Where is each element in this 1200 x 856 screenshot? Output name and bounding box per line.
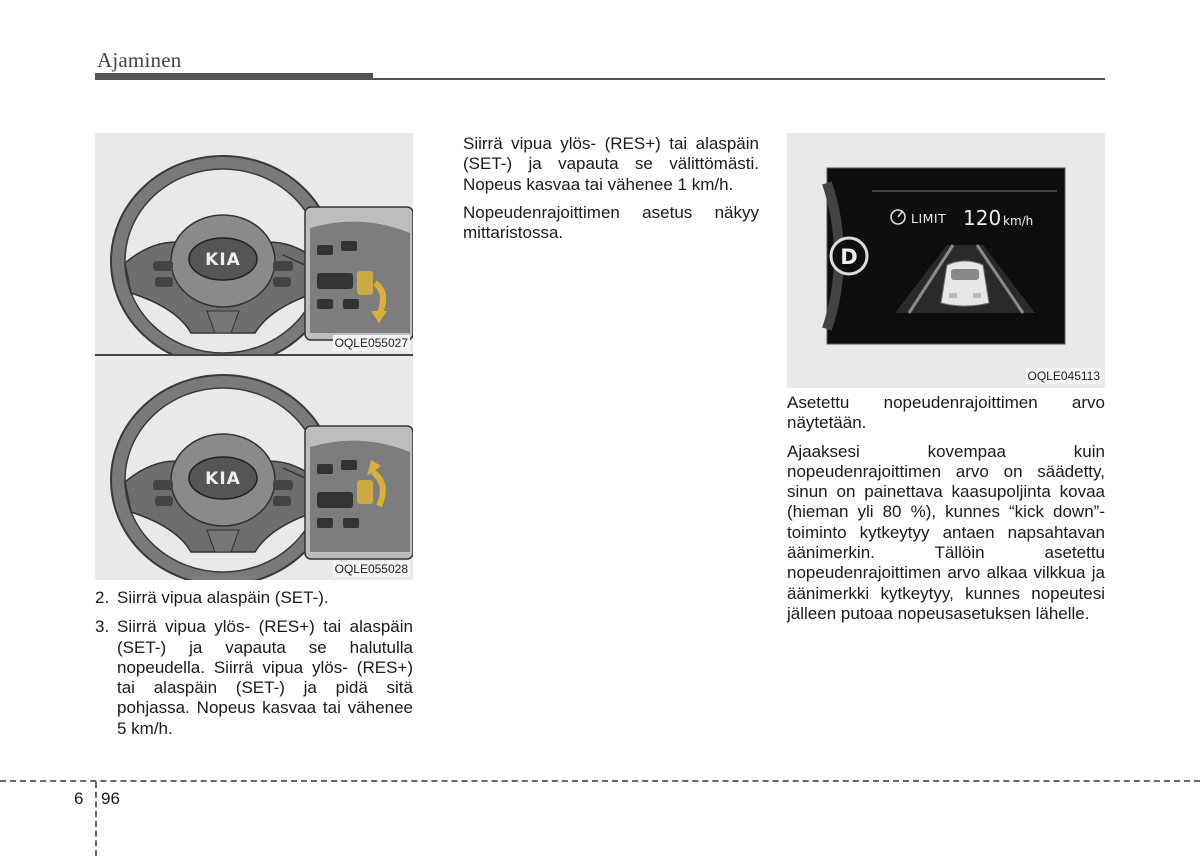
limit-speed: 120 [963,206,1002,230]
steering-wheel-illustration [95,356,413,580]
footer-rule [0,780,1200,782]
paragraph: Siirrä vipua ylös- (RES+) tai alaspäin (SET-) ja vapauta se välittömästi. Nopeus kasvaa tai vähenee 1 km/h. [463,134,759,194]
kia-logo: KIA [205,469,241,489]
running-header: Ajaminen [97,48,182,72]
list-number: 3. [95,617,110,637]
list-text: Siirrä vipua ylös- (RES+) tai alaspäin (SET-) ja vapauta se halutulla nopeudella. Siirrä vipua ylös- (RES+) tai alaspäin (SET-) ja pidä sitä pohjassa. Nopeus kasvaa tai vähenee 5 km/h. [117,617,413,738]
steering-wheel-figure-set [95,356,413,580]
paragraph: Nopeudenrajoittimen asetus näkyy mittaristossa. [463,202,759,243]
right-column-text [787,393,1105,632]
list-item [95,617,413,739]
limit-unit: km/h [1003,214,1034,228]
left-column-text [95,588,413,748]
paragraph: Asetettu nopeudenrajoittimen arvo näytetään. [787,393,1105,433]
figure-code: OQLE045113 [1027,369,1100,383]
steering-wheel-figure-set [95,133,413,354]
middle-column-text [463,134,759,251]
gear-indicator: D [840,245,858,269]
header-rule-thick [95,73,373,80]
kia-logo: KIA [205,250,241,270]
header-rule-thin [373,78,1105,80]
page-number: 96 [101,789,120,808]
limit-label: LIMIT [911,211,947,226]
list-text: Siirrä vipua alaspäin (SET-). [117,588,329,607]
cluster-display-illustration [787,133,1105,388]
footer-vertical-rule [95,782,97,856]
paragraph: Ajaaksesi kovempaa kuin nopeudenrajoittimen arvo on säädetty, sinun on painettava kaasupoljinta kovaa (hieman yli 80 %), kunnes “kick down”-toiminto kytkeytyy antaen napsahtavan äänimerkin. Tällöin asetettu nopeudenrajoittimen arvo alkaa vilkkua ja äänimerkki kytkeytyy, kunnes nopeutesi jälleen putoaa nopeusasetuksen lähelle. [787,441,1105,623]
chapter-number: 6 [74,789,84,808]
figure-code: OQLE055027 [334,336,408,350]
cluster-display-figure [787,133,1105,388]
list-number: 2. [95,588,110,607]
list-item [95,588,413,608]
steering-wheel-illustration [95,133,413,354]
figure-code: OQLE055028 [334,562,408,576]
